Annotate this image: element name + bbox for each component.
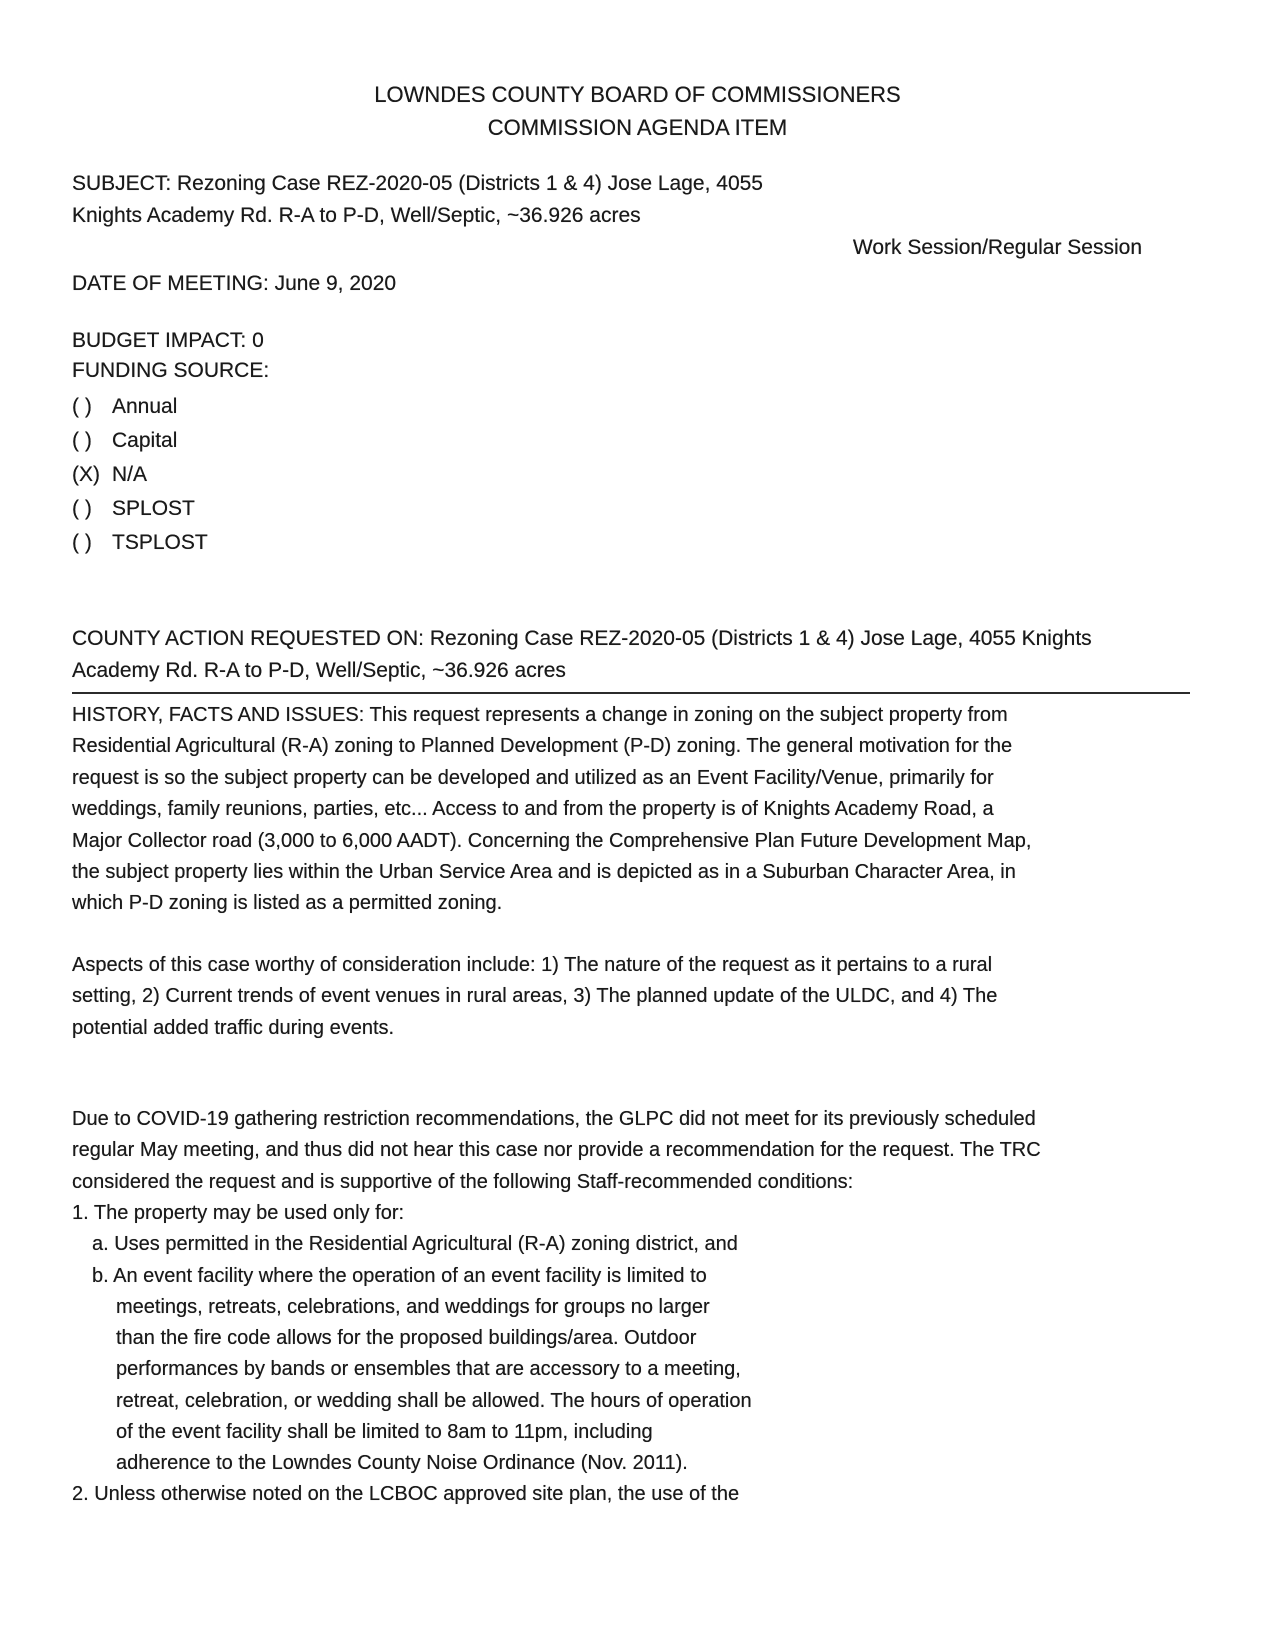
covid-line: considered the request and is supportive of the following Staff-recommended conditions:	[72, 1170, 854, 1193]
history-line: request is so the subject property can be developed and utilized as an Event Facility/Venue, primarily for	[72, 766, 994, 789]
funding-options-list	[72, 390, 1190, 560]
funding-option-na	[72, 458, 1190, 492]
covid-line: Due to COVID-19 gathering restriction recommendations, the GLPC did not meet for its previously scheduled	[72, 1108, 1036, 1131]
checkbox-mark-splost: ( )	[72, 497, 92, 520]
checkbox-mark-tsplost: ( )	[72, 531, 92, 554]
checkbox-mark-annual: ( )	[72, 395, 92, 418]
condition-item-1b-line: of the event facility shall be limited to 8am to 11pm, including	[116, 1420, 653, 1443]
history-paragraph	[72, 700, 1190, 920]
funding-option-capital-label: Capital	[112, 429, 178, 452]
history-line: which P-D zoning is listed as a permitted zoning.	[72, 892, 503, 915]
covid-line: regular May meeting, and thus did not hear this case nor provide a recommendation for the request. The TRC	[72, 1139, 1041, 1162]
aspects-line: setting, 2) Current trends of event venues in rural areas, 3) The planned update of the ULDC, and 4) The	[72, 985, 998, 1008]
funding-option-annual	[72, 390, 1190, 424]
condition-item-1b-line: b. An event facility where the operation of an event facility is limited to	[92, 1264, 707, 1287]
funding-option-annual-label: Annual	[112, 395, 178, 418]
county-action-block	[72, 623, 1190, 687]
subject-line-2: Knights Academy Rd. R-A to P-D, Well/Septic, ~36.926 acres	[72, 204, 641, 227]
document-header	[0, 0, 1275, 144]
aspects-line: Aspects of this case worthy of consideration include: 1) The nature of the request as it pertains to a rural	[72, 953, 993, 976]
funding-source-label: FUNDING SOURCE:	[72, 359, 270, 382]
history-line: HISTORY, FACTS AND ISSUES: This request represents a change in zoning on the subject property from	[72, 704, 1008, 726]
covid-paragraph	[72, 1104, 1190, 1198]
funding-option-na-label: N/A	[112, 463, 148, 486]
funding-option-tsplost-label: TSPLOST	[112, 531, 208, 554]
county-action-line-2: Academy Rd. R-A to P-D, Well/Septic, ~36.926 acres	[72, 659, 566, 682]
history-line: Major Collector road (3,000 to 6,000 AADT). Concerning the Comprehensive Plan Future Development Map,	[72, 829, 1032, 852]
county-action-line-1: COUNTY ACTION REQUESTED ON: Rezoning Case REZ-2020-05 (Districts 1 & 4) Jose Lage, 4055 Knights	[72, 627, 1092, 650]
conditions-list	[72, 1198, 1190, 1510]
condition-item-1a: a. Uses permitted in the Residential Agricultural (R-A) zoning district, and	[92, 1233, 738, 1256]
subject-block	[72, 168, 1190, 232]
condition-item-1b-line: adherence to the Lowndes County Noise Ordinance (Nov. 2011).	[116, 1451, 688, 1474]
session-type-label: Work Session/Regular Session	[852, 236, 1142, 259]
funding-option-tsplost	[72, 526, 1190, 560]
condition-item-1b-line: performances by bands or ensembles that are accessory to a meeting,	[116, 1358, 741, 1381]
condition-item-1b-line: retreat, celebration, or wedding shall be allowed. The hours of operation	[116, 1389, 752, 1412]
history-line: weddings, family reunions, parties, etc... Access to and from the property is of Knights Academy Road, a	[72, 798, 994, 821]
section-divider	[72, 692, 1190, 694]
condition-item-1b-line: than the fire code allows for the proposed buildings/area. Outdoor	[116, 1327, 697, 1350]
checkbox-mark-capital: ( )	[72, 429, 92, 452]
aspects-paragraph	[72, 950, 1190, 1044]
budget-block	[72, 326, 1190, 386]
funding-option-splost-label: SPLOST	[112, 497, 195, 520]
document-body	[72, 168, 1190, 1510]
checkbox-mark-na: (X)	[72, 463, 100, 486]
history-line: Residential Agricultural (R-A) zoning to Planned Development (P-D) zoning. The general motivation for the	[72, 735, 1013, 758]
budget-impact-line: BUDGET IMPACT: 0	[72, 329, 264, 352]
meeting-date-line: DATE OF MEETING: June 9, 2020	[72, 272, 397, 295]
aspects-line: potential added traffic during events.	[72, 1016, 395, 1039]
history-line: the subject property lies within the Urban Service Area and is depicted as in a Suburban Character Area, in	[72, 861, 1016, 884]
condition-item-1b-line: meetings, retreats, celebrations, and weddings for groups no larger	[116, 1295, 710, 1318]
condition-item-1: 1. The property may be used only for:	[72, 1202, 405, 1225]
document-title-line-1: LOWNDES COUNTY BOARD OF COMMISSIONERS	[374, 82, 901, 107]
funding-option-splost	[72, 492, 1190, 526]
document-title-line-2: COMMISSION AGENDA ITEM	[487, 115, 788, 140]
subject-line-1: SUBJECT: Rezoning Case REZ-2020-05 (Districts 1 & 4) Jose Lage, 4055	[72, 172, 763, 195]
condition-item-2: 2. Unless otherwise noted on the LCBOC approved site plan, the use of the	[72, 1483, 740, 1506]
funding-option-capital	[72, 424, 1190, 458]
